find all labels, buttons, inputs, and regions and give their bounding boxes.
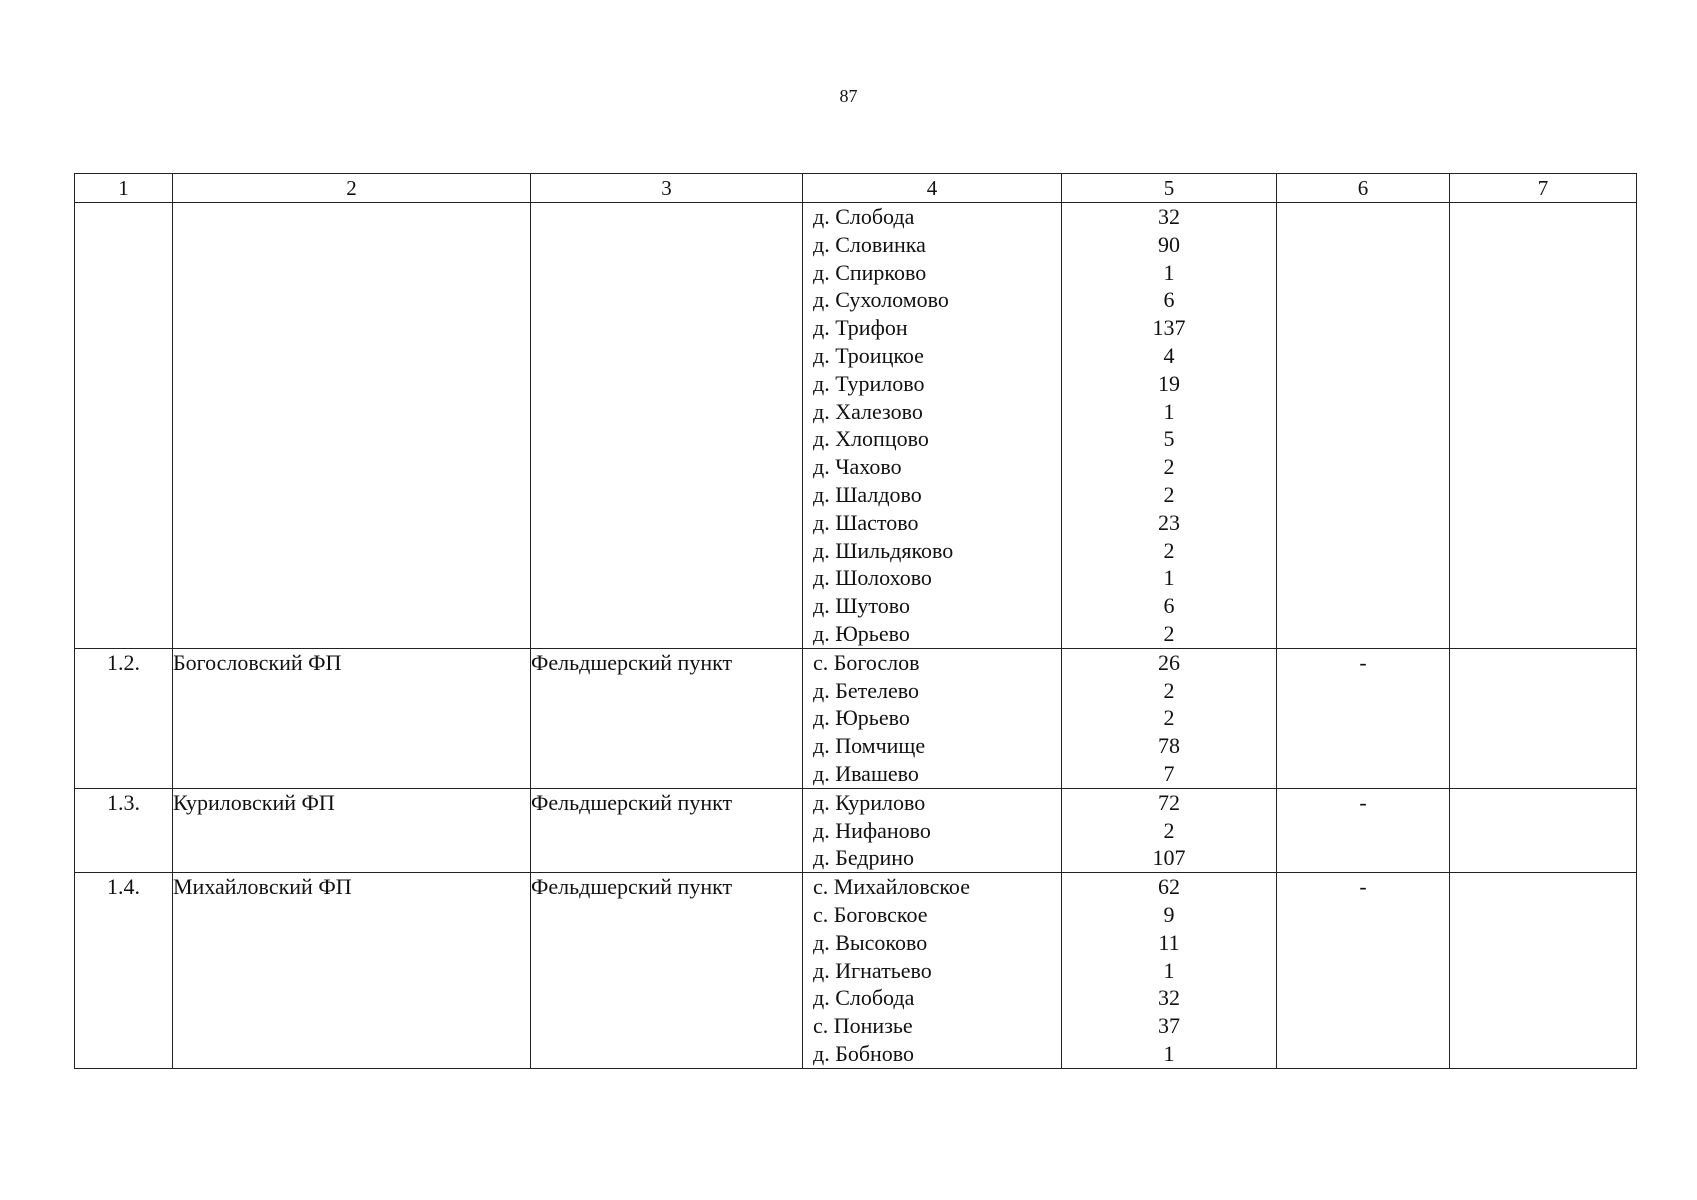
header-col-4: 4 <box>803 174 1062 203</box>
col6-value <box>1277 203 1450 649</box>
facility-name: Куриловский ФП <box>173 788 531 872</box>
row-number: 1.2. <box>75 648 173 788</box>
settlement-name: д. Ивашево <box>813 760 919 786</box>
settlement-name: д. Турилово <box>813 370 925 396</box>
header-row <box>75 174 1637 203</box>
settlement-name: д. Игнатьево <box>813 957 932 983</box>
population-value: 1 <box>1163 398 1175 424</box>
population-value: 19 <box>1158 370 1180 396</box>
header-col-3: 3 <box>531 174 803 203</box>
settlement-name: д. Словинка <box>813 231 926 257</box>
population-cell <box>1062 648 1277 788</box>
population-value: 2 <box>1163 817 1175 843</box>
settlements-cell <box>803 788 1062 872</box>
settlement-name: д. Высоково <box>813 929 928 955</box>
settlement-name: д. Троицкое <box>813 342 924 368</box>
settlement-name: д. Бетелево <box>813 677 919 703</box>
population-value: 78 <box>1158 733 1180 759</box>
population-value: 7 <box>1163 760 1175 786</box>
header-col-5: 5 <box>1062 174 1277 203</box>
header-col-6: 6 <box>1277 174 1450 203</box>
col6-value: - <box>1277 873 1450 1069</box>
settlements-cell <box>803 648 1062 788</box>
settlement-name: д. Шолохово <box>813 565 932 591</box>
settlement-name: д. Юрьево <box>813 705 910 731</box>
settlement-name: д. Курилово <box>813 789 926 815</box>
population-value: 4 <box>1163 342 1175 368</box>
header-col-7: 7 <box>1450 174 1637 203</box>
facility-name <box>173 203 531 649</box>
facility-type: Фельдшерский пункт <box>531 788 803 872</box>
data-table <box>74 173 1637 1069</box>
col7-value <box>1450 648 1637 788</box>
table-row <box>75 203 1637 649</box>
population-value: 2 <box>1163 620 1175 646</box>
settlement-name: с. Михайловское <box>813 874 970 900</box>
page-number: 87 <box>839 86 858 106</box>
population-value: 5 <box>1163 426 1175 452</box>
row-number: 1.3. <box>75 788 173 872</box>
settlements-cell <box>803 873 1062 1069</box>
col6-value: - <box>1277 788 1450 872</box>
table-row <box>75 648 1637 788</box>
population-value: 9 <box>1163 901 1175 927</box>
settlement-name: с. Боговское <box>813 901 928 927</box>
facility-name: Михайловский ФП <box>173 873 531 1069</box>
settlement-name: д. Хлопцово <box>813 426 929 452</box>
population-value: 32 <box>1158 204 1180 229</box>
settlement-name: с. Богослов <box>813 649 920 675</box>
settlement-name: д. Бобново <box>813 1040 915 1066</box>
row-number <box>75 203 173 649</box>
facility-type <box>531 203 803 649</box>
settlement-name: д. Шутово <box>813 593 910 619</box>
population-value: 37 <box>1158 1013 1180 1039</box>
col7-value <box>1450 788 1637 872</box>
settlement-name: д. Помчище <box>813 733 926 759</box>
population-value: 23 <box>1158 509 1180 535</box>
population-value: 6 <box>1163 593 1175 619</box>
settlement-name: д. Сухоломово <box>813 287 949 313</box>
facility-type: Фельдшерский пункт <box>531 648 803 788</box>
row-number: 1.4. <box>75 873 173 1069</box>
population-value: 72 <box>1158 789 1180 815</box>
col6-value: - <box>1277 648 1450 788</box>
facility-type: Фельдшерский пункт <box>531 873 803 1069</box>
population-value: 2 <box>1163 454 1175 480</box>
population-value: 2 <box>1163 537 1175 563</box>
population-value: 11 <box>1158 929 1180 955</box>
population-value: 2 <box>1163 677 1175 703</box>
population-value: 137 <box>1152 315 1186 341</box>
population-cell <box>1062 788 1277 872</box>
settlement-name: д. Слобода <box>813 204 915 229</box>
col7-value <box>1450 203 1637 649</box>
settlement-name: д. Шастово <box>813 509 919 535</box>
settlement-name: с. Понизье <box>813 1013 913 1039</box>
header-col-1: 1 <box>75 174 173 203</box>
table-row <box>75 788 1637 872</box>
population-value: 90 <box>1158 231 1180 257</box>
facility-name: Богословский ФП <box>173 648 531 788</box>
population-cell <box>1062 203 1277 649</box>
settlements-cell <box>803 203 1062 649</box>
table-row <box>75 873 1637 1069</box>
population-value: 1 <box>1163 957 1175 983</box>
population-value: 1 <box>1163 259 1175 285</box>
settlement-name: д. Бедрино <box>813 845 915 871</box>
settlement-name: д. Слобода <box>813 985 915 1011</box>
population-value: 1 <box>1163 565 1175 591</box>
population-value: 62 <box>1158 874 1180 900</box>
settlement-name: д. Нифаново <box>813 817 931 843</box>
settlement-name: д. Чахово <box>813 454 902 480</box>
population-value: 6 <box>1163 287 1175 313</box>
population-cell <box>1062 873 1277 1069</box>
header-col-2: 2 <box>173 174 531 203</box>
col7-value <box>1450 873 1637 1069</box>
settlement-name: д. Халезово <box>813 398 923 424</box>
settlement-name: д. Трифон <box>813 315 908 341</box>
population-value: 2 <box>1163 481 1175 507</box>
population-value: 2 <box>1163 705 1175 731</box>
population-value: 107 <box>1152 845 1186 871</box>
population-value: 1 <box>1163 1040 1175 1066</box>
population-value: 32 <box>1158 985 1180 1011</box>
settlement-name: д. Спирково <box>813 259 927 285</box>
settlement-name: д. Шильдяково <box>813 537 954 563</box>
population-value: 26 <box>1158 649 1180 675</box>
settlement-name: д. Шалдово <box>813 481 922 507</box>
settlement-name: д. Юрьево <box>813 620 910 646</box>
